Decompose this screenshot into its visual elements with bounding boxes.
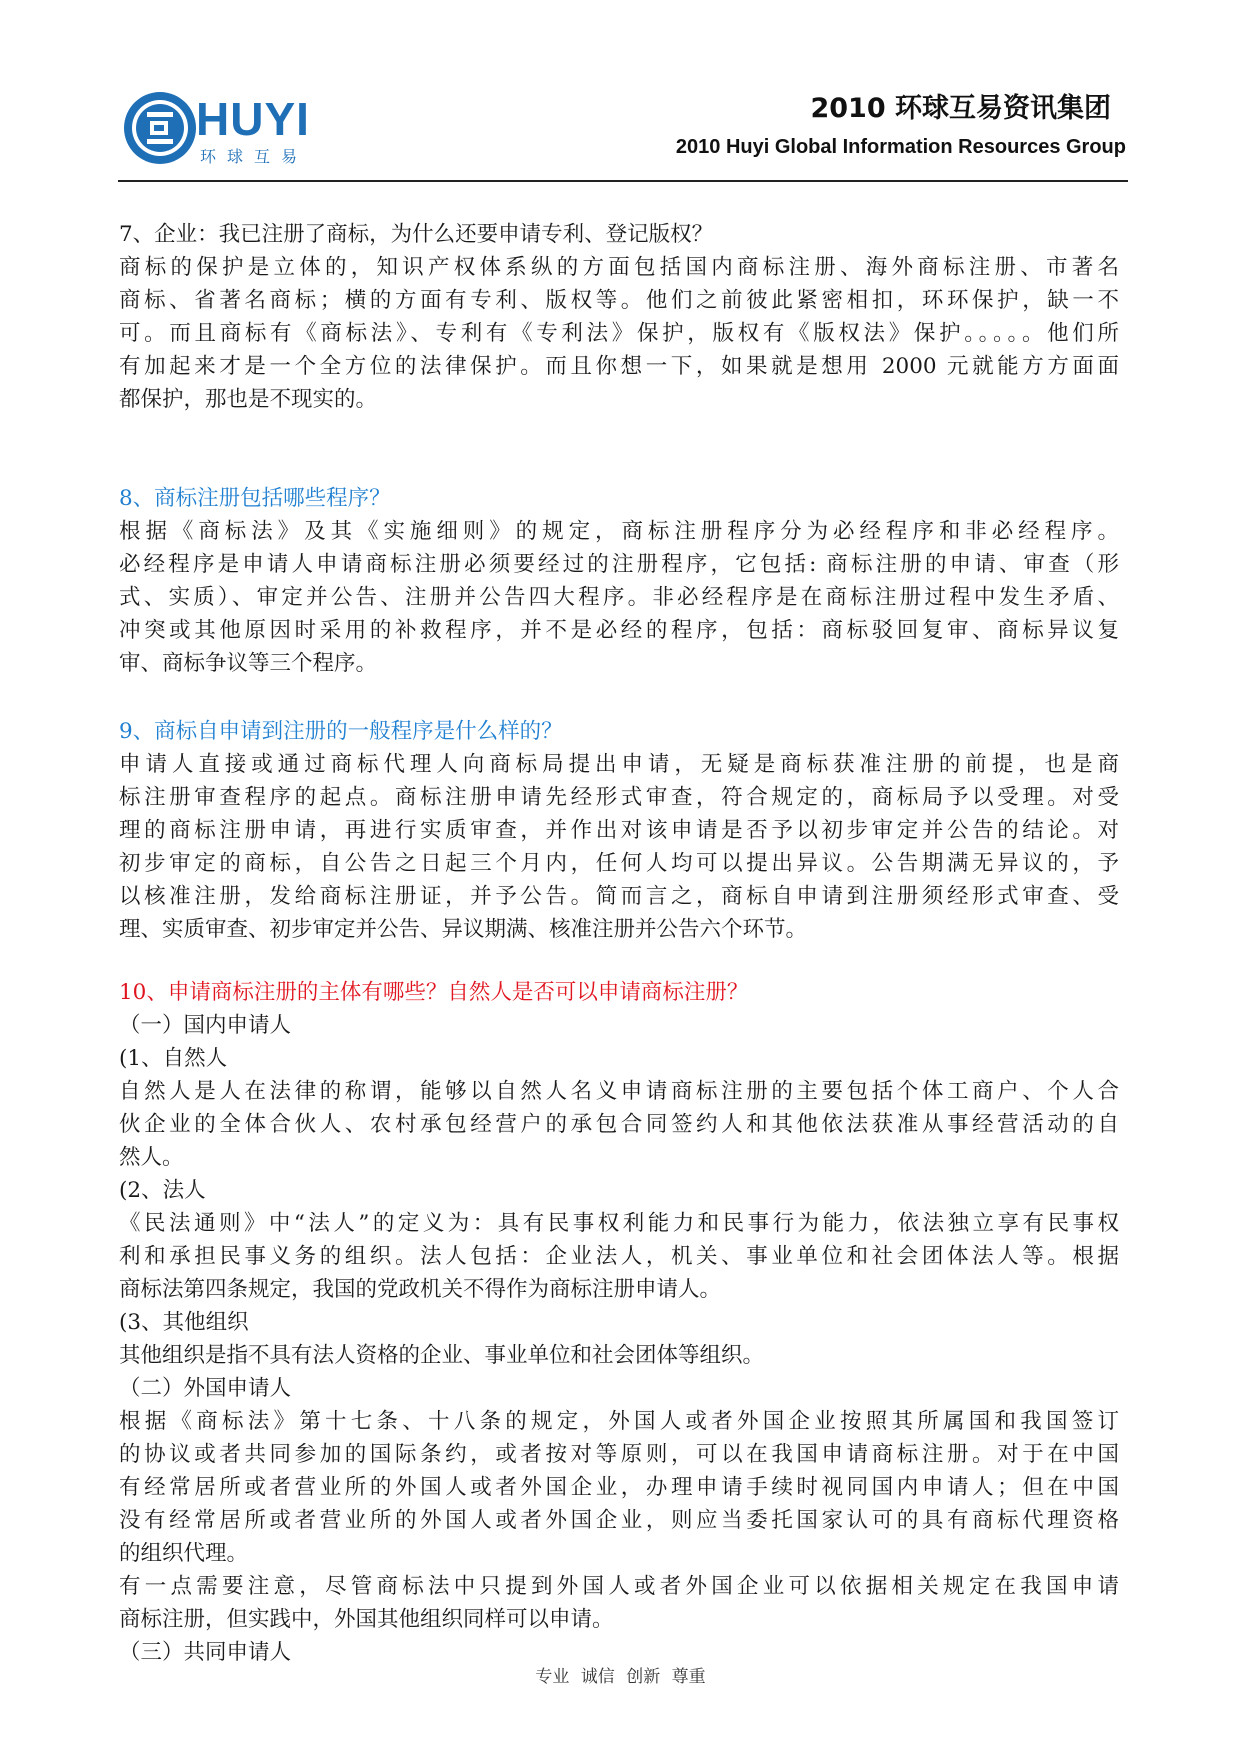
section-spacer — [119, 416, 1119, 482]
foreign-applicant-line: 有经常居所或者营业所的外国人或者外国企业，办理申请手续时视同国内申请人；但在中国 — [119, 1475, 1119, 1500]
q8-line: 式、实质）、审定并公告、注册并公告四大程序。非必经程序是在商标注册过程中发生矛盾、 — [119, 585, 1119, 610]
other-org-heading: (3、其他组织 — [119, 1310, 249, 1335]
section-spacer — [119, 946, 1119, 976]
legal-person-line: 商标法第四条规定，我国的党政机关不得作为商标注册申请人。 — [119, 1277, 722, 1302]
section-spacer — [119, 680, 1119, 715]
note-line: 商标注册，但实践中，外国其他组织同样可以申请。 — [119, 1607, 614, 1632]
q7-title: 7、企业：我已注册了商标，为什么还要申请专利、登记版权？ — [119, 222, 714, 247]
huyi-logo — [120, 88, 330, 170]
note-line: 有一点需要注意，尽管商标法中只提到外国人或者外国企业可以依据相关规定在我国申请 — [119, 1574, 1119, 1599]
other-org-line: 其他组织是指不具有法人资格的企业、事业单位和社会团体等组织。 — [119, 1343, 765, 1368]
q9-line: 申请人直接或通过商标代理人向商标局提出申请，无疑是商标获准注册的前提，也是商 — [119, 752, 1119, 777]
q7-line: 都保护，那也是不现实的。 — [119, 387, 378, 412]
document-body — [119, 218, 1119, 1669]
foreign-applicant-line: 没有经常居所或者营业所的外国人或者外国企业，则应当委托国家认可的具有商标代理资格 — [119, 1508, 1119, 1533]
q7-line: 有加起来才是一个全方位的法律保护。而且你想一下，如果就是想用 2000 元就能方方面面 — [119, 354, 1119, 379]
q8-line: 冲突或其他原因时采用的补救程序，并不是必经的程序，包括：商标驳回复审、商标异议复 — [119, 618, 1119, 643]
q9-line: 以核准注册，发给商标注册证，并予公告。简而言之，商标自申请到注册须经形式审查、受 — [119, 884, 1119, 909]
q9-line: 理、实质审查、初步审定并公告、异议期满、核准注册并公告六个环节。 — [119, 917, 808, 942]
domestic-applicant-heading: （一）国内申请人 — [119, 1013, 292, 1038]
joint-applicant-heading: （三）共同申请人 — [119, 1640, 292, 1665]
natural-person-heading: (1、自然人 — [119, 1046, 228, 1071]
natural-person-line: 伙企业的全体合伙人、农村承包经营户的承包合同签约人和其他依法获准从事经营活动的自 — [119, 1112, 1119, 1137]
q9-line: 初步审定的商标，自公告之日起三个月内，任何人均可以提出异议。公告期满无异议的，予 — [119, 851, 1119, 876]
company-name-en: 2010 Huyi Global Information Resources Group — [675, 136, 1126, 158]
foreign-applicant-line: 的组织代理。 — [119, 1541, 249, 1566]
q7-line: 商标、省著名商标；横的方面有专利、版权等。他们之前彼此紧密相扣，环环保护，缺一不 — [119, 288, 1119, 313]
q8-line: 根据《商标法》及其《实施细则》的规定，商标注册程序分为必经程序和非必经程序。 — [119, 519, 1119, 544]
q10-title: 10、申请商标注册的主体有哪些？自然人是否可以申请商标注册？ — [119, 980, 749, 1005]
logo-subtitle: 环球互易 — [200, 147, 309, 166]
q7-line: 商标的保护是立体的，知识产权体系纵的方面包括国内商标注册、海外商标注册、市著名 — [119, 255, 1119, 280]
legal-person-line: 利和承担民事义务的组织。法人包括：企业法人，机关、事业单位和社会团体法人等。根据 — [119, 1244, 1119, 1269]
q8-line: 必经程序是申请人申请商标注册必须要经过的注册程序，它包括: 商标注册的申请、审查（形 — [119, 552, 1119, 577]
q9-line: 标注册审查程序的起点。商标注册申请先经形式审查，符合规定的，商标局予以受理。对受 — [119, 785, 1119, 810]
q8-title: 8、商标注册包括哪些程序？ — [119, 486, 391, 511]
foreign-applicant-line: 根据《商标法》第十七条、十八条的规定，外国人或者外国企业按照其所属国和我国签订 — [119, 1409, 1119, 1434]
logo-wordmark: HUYI — [196, 93, 310, 145]
legal-person-line: 《民法通则》中“法人”的定义为：具有民事权利能力和民事行为能力，依法独立享有民事权 — [119, 1211, 1119, 1236]
q9-line: 理的商标注册申请，再进行实质审查，并作出对该申请是否予以初步审定并公告的结论。对 — [119, 818, 1119, 843]
page-header — [0, 0, 1241, 185]
foreign-applicant-line: 的协议或者共同参加的国际条约，或者按对等原则，可以在我国申请商标注册。对于在中国 — [119, 1442, 1119, 1467]
natural-person-line: 自然人是人在法律的称谓，能够以自然人名义申请商标注册的主要包括个体工商户、个人合 — [119, 1079, 1119, 1104]
q8-line: 审、商标争议等三个程序。 — [119, 651, 378, 676]
legal-person-heading: (2、法人 — [119, 1178, 206, 1203]
foreign-applicant-heading: （二）外国申请人 — [119, 1376, 292, 1401]
q7-line: 可。而且商标有《商标法》、专利有《专利法》保护，版权有《版权法》保护。。。。。他们所 — [119, 321, 1119, 346]
logo-emblem-icon — [120, 88, 200, 168]
header-divider — [118, 180, 1128, 182]
natural-person-line: 然人。 — [119, 1145, 184, 1170]
page-footer-slogan: 专业 诚信 创新 尊重 — [535, 1667, 706, 1687]
company-name-cn: 2010 环球互易资讯集团 — [810, 93, 1111, 124]
q9-title: 9、商标自申请到注册的一般程序是什么样的？ — [119, 719, 563, 744]
